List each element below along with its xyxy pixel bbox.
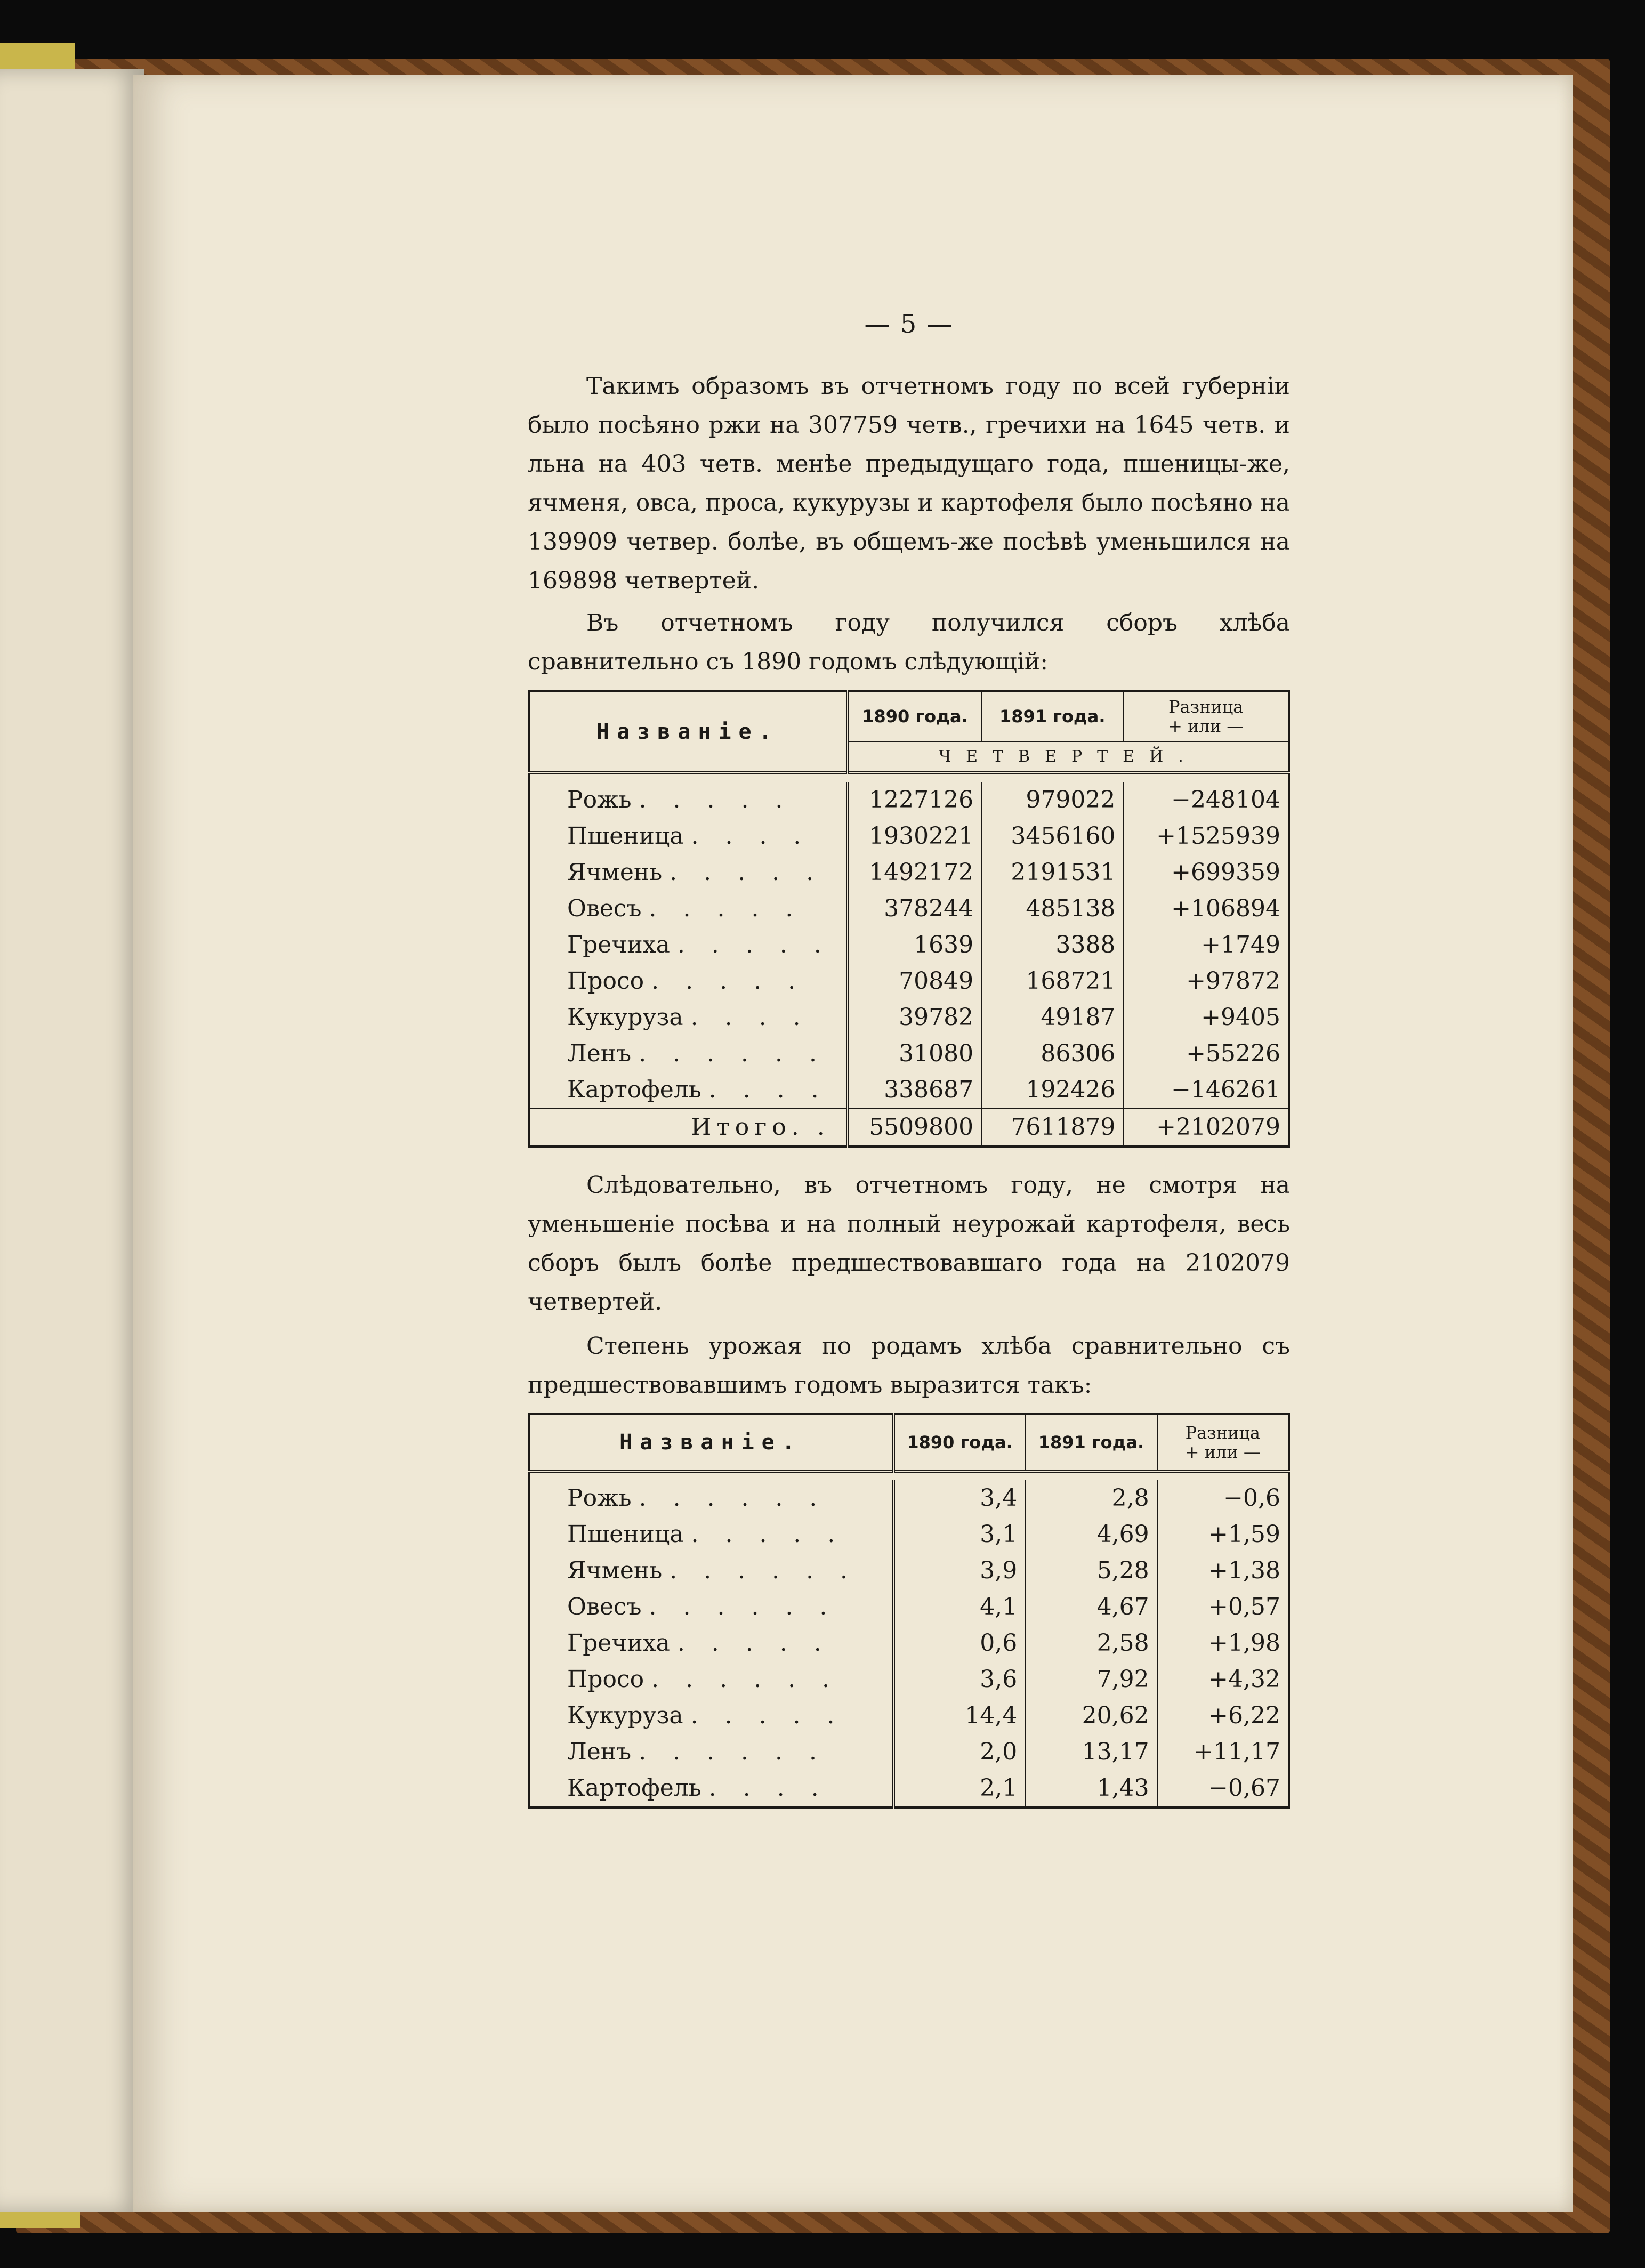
value-diff: +97872 — [1123, 963, 1289, 999]
t1-row — [529, 927, 1289, 963]
t1-row — [529, 818, 1289, 854]
yield-table — [528, 1413, 1290, 1809]
row-leader-dots: . . . . . — [639, 786, 793, 813]
value-1890: 14,4 — [893, 1698, 1025, 1734]
value-diff: +1,38 — [1157, 1553, 1289, 1589]
row-name: Гречиха — [567, 1629, 670, 1657]
row-name: Рожь — [567, 786, 632, 813]
value-1890: 0,6 — [893, 1625, 1025, 1661]
value-1891: 13,17 — [1025, 1734, 1157, 1770]
row-leader-dots: . . . . . — [690, 1702, 844, 1729]
row-name: Кукуруза — [567, 1004, 683, 1031]
t2-row — [529, 1589, 1289, 1625]
row-name-cell — [529, 1589, 893, 1625]
value-1890: 1639 — [848, 927, 981, 963]
row-name: Пшеница — [567, 1521, 684, 1548]
value-diff: +0,57 — [1157, 1589, 1289, 1625]
t1-row — [529, 782, 1289, 818]
row-name-cell — [529, 1625, 893, 1661]
value-1891: 192426 — [981, 1072, 1123, 1109]
value-diff: −146261 — [1123, 1072, 1289, 1109]
row-name: Картофель — [567, 1076, 701, 1103]
value-diff: +106894 — [1123, 891, 1289, 927]
value-1890: 70849 — [848, 963, 981, 999]
value-1891: 2,58 — [1025, 1625, 1157, 1661]
value-1890: 2,0 — [893, 1734, 1025, 1770]
col-header-1891-2: 1891 года. — [1025, 1414, 1157, 1471]
row-leader-dots: . . . . . . — [639, 1738, 826, 1765]
value-1890: 3,6 — [893, 1661, 1025, 1698]
row-leader-dots: . . . . . . — [649, 1593, 837, 1620]
row-name: Овесъ — [567, 1593, 642, 1620]
value-diff: +699359 — [1123, 854, 1289, 891]
value-diff: +9405 — [1123, 999, 1289, 1036]
row-leader-dots: . . . . — [690, 1004, 810, 1031]
row-name-cell — [529, 891, 848, 927]
row-leader-dots: . . . . . . — [651, 1666, 840, 1693]
value-1891: 7,92 — [1025, 1661, 1157, 1698]
col-header-diff-line2: + или — — [1168, 716, 1244, 736]
row-leader-dots: . . . . . . — [639, 1040, 826, 1067]
t2-row — [529, 1770, 1289, 1807]
value-diff: +55226 — [1123, 1036, 1289, 1072]
row-leader-dots: . . . . . — [670, 859, 824, 886]
row-name: Ячмень — [567, 1557, 663, 1584]
value-diff: +4,32 — [1157, 1661, 1289, 1698]
value-diff: −0,67 — [1157, 1770, 1289, 1807]
value-1890: 2,1 — [893, 1770, 1025, 1807]
row-name: Картофель — [567, 1774, 701, 1802]
value-diff: −248104 — [1123, 782, 1289, 818]
col-header-diff — [1123, 691, 1289, 741]
harvest-table — [528, 690, 1290, 1148]
value-1890: 3,4 — [893, 1480, 1025, 1516]
row-name-cell — [529, 818, 848, 854]
row-name-cell — [529, 1036, 848, 1072]
value-1891: 485138 — [981, 891, 1123, 927]
value-1890: 3,1 — [893, 1516, 1025, 1553]
total-diff: +2102079 — [1123, 1109, 1289, 1147]
row-name-cell — [529, 999, 848, 1036]
col-header-name: Названіе. — [529, 691, 848, 773]
value-1891: 168721 — [981, 963, 1123, 999]
value-diff: +6,22 — [1157, 1698, 1289, 1734]
left-page — [0, 69, 144, 2212]
col-header-1891: 1891 года. — [981, 691, 1123, 741]
row-name: Ячмень — [567, 859, 663, 886]
page-number: — 5 — — [864, 309, 954, 339]
t1-row — [529, 1036, 1289, 1072]
total-row — [529, 1109, 1289, 1147]
row-leader-dots: . . . . . — [649, 895, 803, 922]
row-leader-dots: . . . . . . — [639, 1484, 827, 1512]
value-1891: 4,69 — [1025, 1516, 1157, 1553]
col-header-diff-2 — [1157, 1414, 1289, 1471]
value-diff: −0,6 — [1157, 1480, 1289, 1516]
col-header-diff-2-line2: + или — — [1184, 1442, 1261, 1462]
col-header-1890-2: 1890 года. — [893, 1414, 1025, 1471]
row-name-cell — [529, 927, 848, 963]
col-header-1890: 1890 года. — [848, 691, 981, 741]
value-diff: +1749 — [1123, 927, 1289, 963]
t1-row — [529, 1072, 1289, 1109]
row-name: Рожь — [567, 1484, 632, 1512]
value-1891: 2,8 — [1025, 1480, 1157, 1516]
row-leader-dots: . . . . . — [691, 1521, 845, 1548]
row-name: Пшеница — [567, 822, 684, 850]
row-name: Гречиха — [567, 931, 670, 958]
t2-row — [529, 1625, 1289, 1661]
row-leader-dots: . . . . — [708, 1076, 828, 1103]
row-leader-dots: . . . . . . — [670, 1557, 858, 1584]
value-1891: 2191531 — [981, 854, 1123, 891]
row-name-cell — [529, 1661, 893, 1698]
row-leader-dots: . . . . . — [677, 931, 831, 958]
row-name: Ленъ — [567, 1040, 632, 1067]
value-1891: 49187 — [981, 999, 1123, 1036]
row-leader-dots: . . . . . — [677, 1629, 831, 1657]
t2-row — [529, 1480, 1289, 1516]
row-name-cell — [529, 1480, 893, 1516]
value-1891: 1,43 — [1025, 1770, 1157, 1807]
value-1891: 20,62 — [1025, 1698, 1157, 1734]
paragraph-1: Такимъ образомъ въ отчетномъ году по всей губерніи было посѣяно ржи на 307759 четв., гречихи на 1645 четв. и льна на 403 четв. менѣе предыдущаго года, пшеницы-же, ячменя, овса, проса, кукурузы и картофеля было посѣяно на 139909 четвер. болѣе, въ общемъ-же посѣвѣ уменьшился на 169898 четвертей. — [528, 373, 1290, 594]
value-1890: 338687 — [848, 1072, 981, 1109]
t2-row — [529, 1734, 1289, 1770]
value-diff: +1,98 — [1157, 1625, 1289, 1661]
row-name-cell — [529, 782, 848, 818]
value-1890: 31080 — [848, 1036, 981, 1072]
t1-row — [529, 963, 1289, 999]
row-leader-dots: . . . . — [691, 822, 811, 850]
value-1890: 4,1 — [893, 1589, 1025, 1625]
row-leader-dots: . . . . . — [651, 967, 805, 995]
col-header-unit: ЧЕТВЕРТЕЙ. — [848, 741, 1289, 773]
value-1890: 1227126 — [848, 782, 981, 818]
value-1890: 39782 — [848, 999, 981, 1036]
value-1891: 3388 — [981, 927, 1123, 963]
col-header-diff-line1: Разница — [1168, 697, 1244, 717]
t2-row — [529, 1661, 1289, 1698]
value-1891: 979022 — [981, 782, 1123, 818]
total-label: Итого. . — [529, 1109, 848, 1147]
row-name: Ленъ — [567, 1738, 632, 1765]
row-leader-dots: . . . . — [708, 1774, 828, 1802]
value-1890: 378244 — [848, 891, 981, 927]
row-name-cell — [529, 1516, 893, 1553]
value-diff: +1,59 — [1157, 1516, 1289, 1553]
value-1891: 4,67 — [1025, 1589, 1157, 1625]
t2-row — [529, 1553, 1289, 1589]
row-name: Овесъ — [567, 895, 642, 922]
value-1890: 1930221 — [848, 818, 981, 854]
row-name-cell — [529, 1553, 893, 1589]
value-1890: 3,9 — [893, 1553, 1025, 1589]
paragraph-3: Слѣдовательно, въ отчетномъ году, не смотря на уменьшеніе посѣва и на полный неурожай картофеля, весь сборъ былъ болѣе предшествовавшаго года на 2102079 четвертей. — [528, 1172, 1290, 1315]
t2-row — [529, 1516, 1289, 1553]
row-name-cell — [529, 1698, 893, 1734]
t1-row — [529, 999, 1289, 1036]
row-name-cell — [529, 1072, 848, 1109]
row-name-cell — [529, 1734, 893, 1770]
col-header-diff-2-line1: Разница — [1185, 1423, 1260, 1443]
t2-row — [529, 1698, 1289, 1734]
paragraph-2: Въ отчетномъ году получился сборъ хлѣба сравнительно съ 1890 годомъ слѣдующій: — [528, 609, 1290, 675]
value-1891: 5,28 — [1025, 1553, 1157, 1589]
row-name: Просо — [567, 1666, 644, 1693]
t1-row — [529, 891, 1289, 927]
value-1890: 1492172 — [848, 854, 981, 891]
row-name: Кукуруза — [567, 1702, 683, 1729]
page-content — [528, 309, 1290, 1809]
t1-row — [529, 854, 1289, 891]
row-name: Просо — [567, 967, 644, 995]
row-name-cell — [529, 1770, 893, 1807]
value-1891: 3456160 — [981, 818, 1123, 854]
total-1891: 7611879 — [981, 1109, 1123, 1147]
row-name-cell — [529, 854, 848, 891]
col-header-name-2: Названіе. — [529, 1414, 893, 1471]
value-diff: +1525939 — [1123, 818, 1289, 854]
value-1891: 86306 — [981, 1036, 1123, 1072]
paragraph-4: Степень урожая по родамъ хлѣба сравнительно съ предшествовавшимъ годомъ выразится такъ: — [528, 1333, 1290, 1399]
row-name-cell — [529, 963, 848, 999]
total-1890: 5509800 — [848, 1109, 981, 1147]
value-diff: +11,17 — [1157, 1734, 1289, 1770]
